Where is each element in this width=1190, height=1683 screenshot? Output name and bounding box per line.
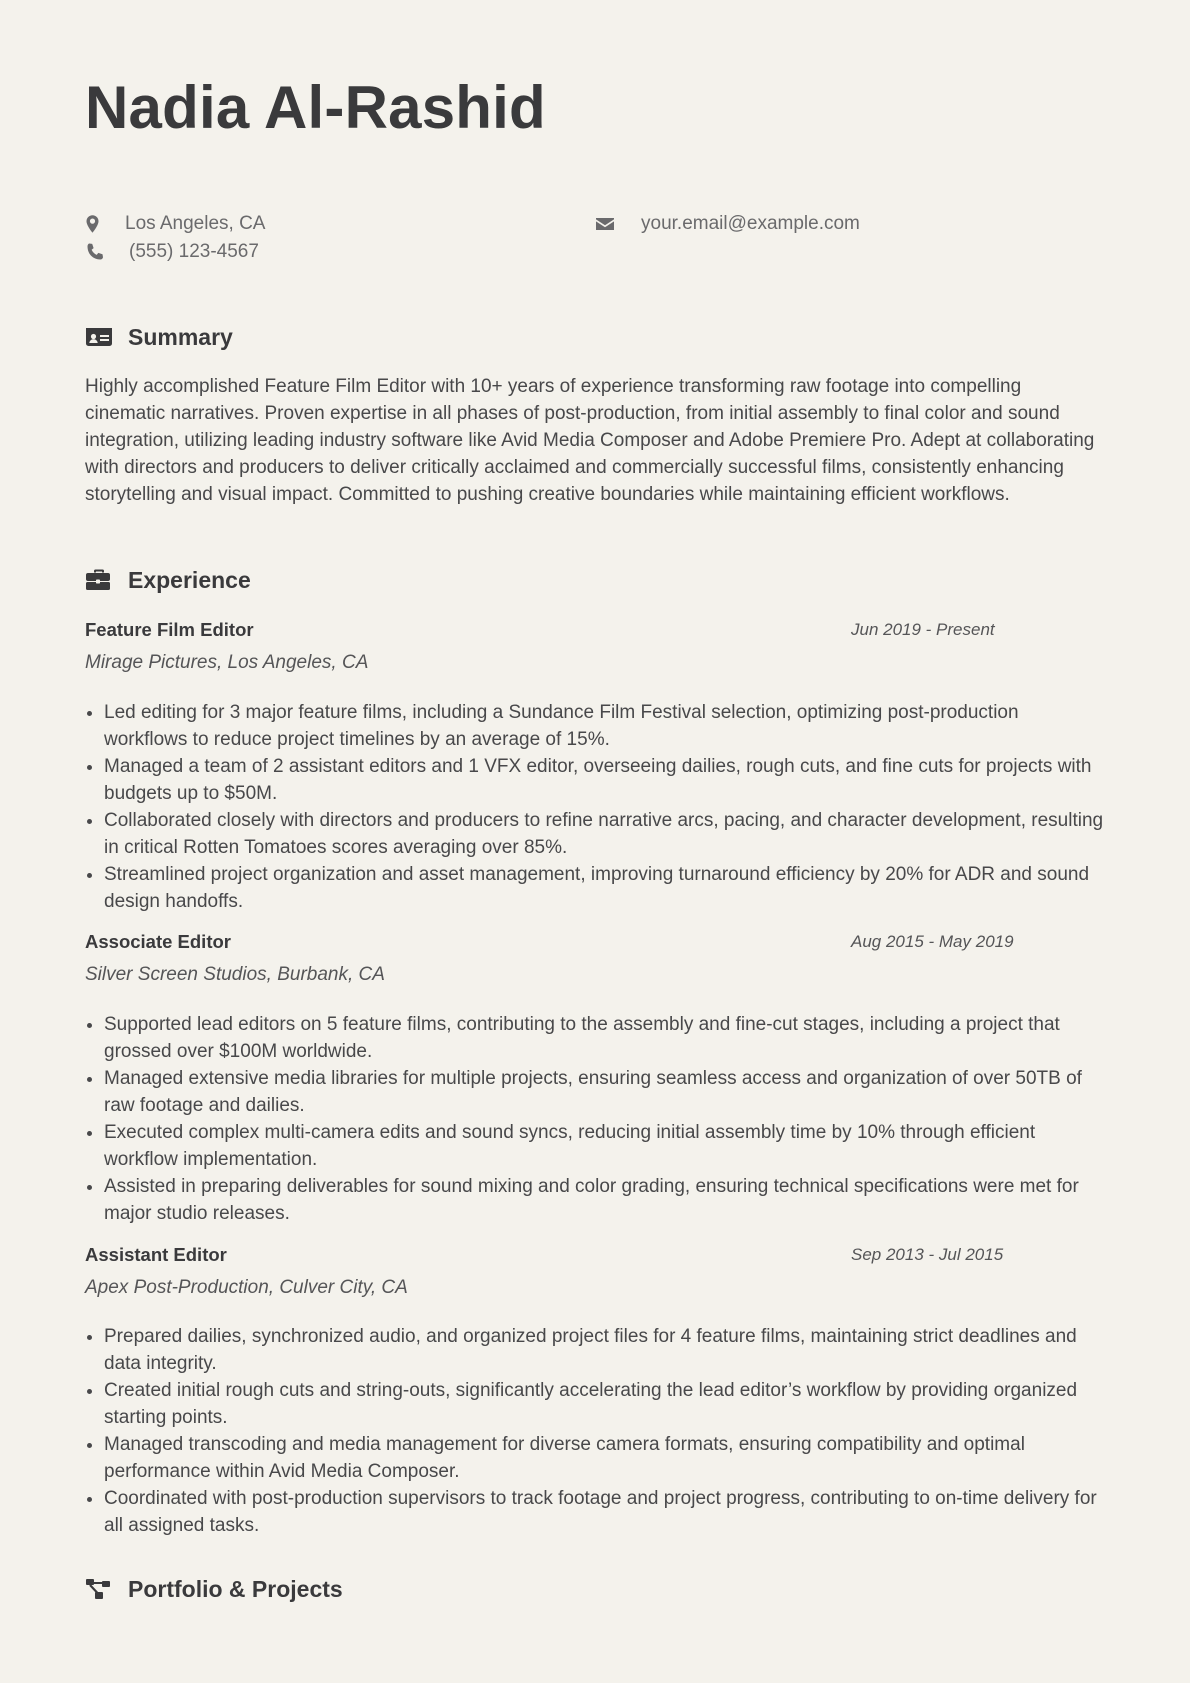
job-bullets [85,1323,1105,1539]
job-bullet: Coordinated with post-production supervisors to track footage and project progress, contributing to on-time delivery for all assigned tasks. [85,1485,1105,1539]
id-card-icon [85,325,113,349]
project-diagram-icon [85,1577,113,1601]
email-link[interactable]: your.email@example.com [641,213,860,234]
location-text: Los Angeles, CA [125,213,266,234]
job-bullet: Executed complex multi-camera edits and sound syncs, reducing initial assembly time by 10% through efficient workflow implementation. [85,1119,1105,1173]
job-dates: Aug 2015 - May 2019 [851,932,1014,951]
job-bullet: Managed a team of 2 assistant editors and 1 VFX editor, overseeing dailies, rough cuts, and fine cuts for projects with budgets up to $50M. [85,753,1105,807]
experience-title: Experience [128,566,251,593]
job-company: Apex Post-Production, Culver City, CA [85,1277,408,1298]
job-title: Feature Film Editor [85,619,254,640]
section-summary-heading [85,322,233,352]
candidate-name: Nadia Al-Rashid [85,74,546,141]
job-dates: Sep 2013 - Jul 2015 [851,1245,1004,1264]
job-bullet: Supported lead editors on 5 feature films, contributing to the assembly and fine-cut stages, including a project that grossed over $100M worldwide. [85,1011,1105,1065]
section-experience-heading [85,565,251,595]
summary-title: Summary [128,323,233,350]
map-marker-icon [85,214,105,234]
job-bullet: Managed extensive media libraries for multiple projects, ensuring seamless access and organization of over 50TB of raw footage and dailies. [85,1065,1105,1119]
job-bullets [85,699,1105,915]
phone-icon [85,242,105,262]
resume-page [85,0,1105,1683]
job-bullet: Created initial rough cuts and string-outs, significantly accelerating the lead editor’s workflow by providing organized starting points. [85,1377,1105,1431]
job-bullet: Streamlined project organization and asset management, improving turnaround efficiency by 20% for ADR and sound design handoffs. [85,861,1105,915]
briefcase-icon [85,568,113,592]
envelope-icon [595,214,615,234]
job-bullet: Led editing for 3 major feature films, including a Sundance Film Festival selection, optimizing post-production workflows to reduce project timelines by an average of 15%. [85,699,1105,753]
contact-location [85,211,265,237]
job-bullets [85,1011,1105,1227]
section-portfolio-heading [85,1574,343,1604]
job-company: Mirage Pictures, Los Angeles, CA [85,652,369,673]
job-bullet: Prepared dailies, synchronized audio, and organized project files for 4 feature films, maintaining strict deadlines and data integrity. [85,1323,1105,1377]
job-bullet: Assisted in preparing deliverables for sound mixing and color grading, ensuring technical specifications were met for major studio releases. [85,1173,1105,1227]
job-bullet: Managed transcoding and media management for diverse camera formats, ensuring compatibility and optimal performance within Avid Media Composer. [85,1431,1105,1485]
job-company: Silver Screen Studios, Burbank, CA [85,964,385,985]
portfolio-title: Portfolio & Projects [128,1575,343,1602]
job-title: Assistant Editor [85,1244,227,1265]
contact-email [595,211,860,237]
job-title: Associate Editor [85,931,231,952]
job-bullet: Collaborated closely with directors and producers to refine narrative arcs, pacing, and character development, resulting in critical Rotten Tomatoes scores averaging over 85%. [85,807,1105,861]
summary-text: Highly accomplished Feature Film Editor with 10+ years of experience transforming raw footage into compelling cinematic narratives. Proven expertise in all phases of post-production, from initial assembly to final color and sound integration, utilizing leading industry software like Avid Media Composer and Adobe Premiere Pro. Adept at collaborating with directors and producers to deliver critically acclaimed and commercially successful films, consistently enhancing storytelling and visual impact. Committed to pushing creative boundaries while maintaining efficient workflows. [85,376,1095,505]
job-dates: Jun 2019 - Present [851,620,995,639]
contact-phone [85,239,259,265]
phone-text: (555) 123-4567 [129,241,259,262]
